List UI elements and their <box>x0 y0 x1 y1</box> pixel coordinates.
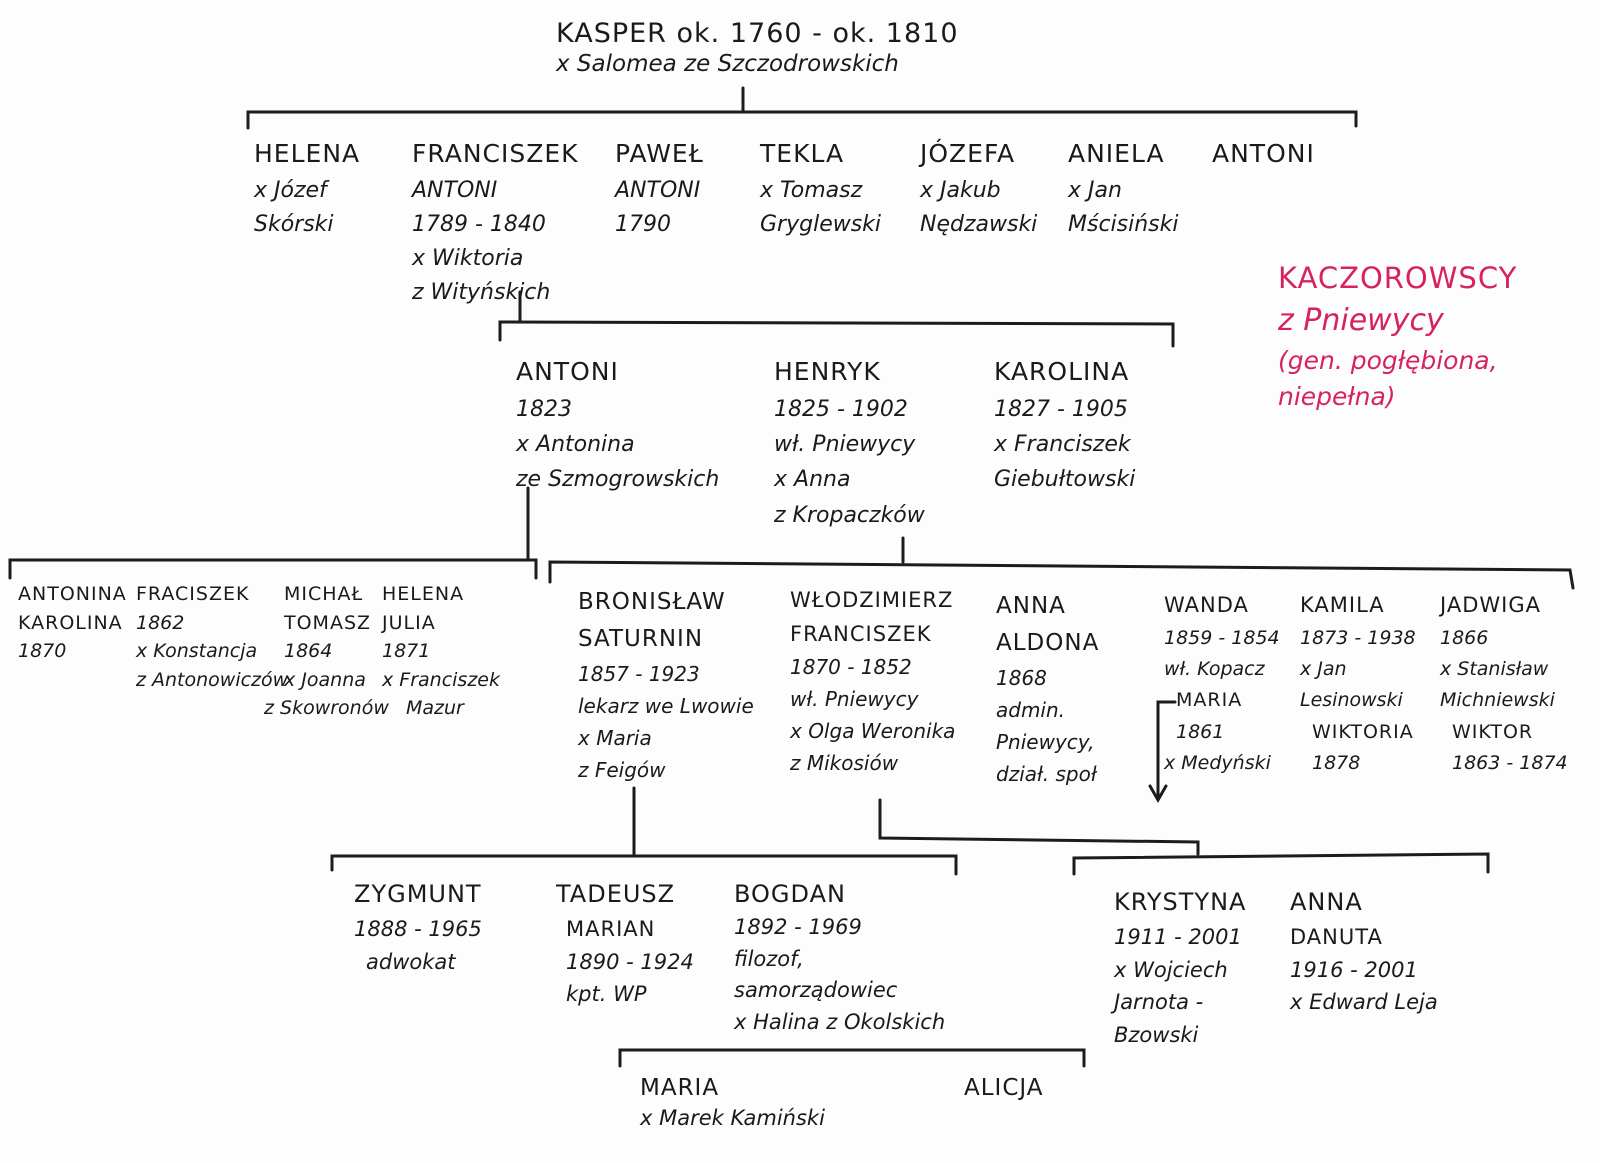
person-detail: 1861 <box>1176 720 1225 743</box>
connector <box>620 1050 1084 1066</box>
person-franciszek <box>412 135 579 310</box>
person-detail: lekarz we Lwowie <box>578 693 754 718</box>
person-aniela <box>1068 135 1178 242</box>
person-name: HELENA <box>382 583 465 605</box>
person-name: WIKTORIA <box>1312 720 1414 743</box>
connector <box>10 560 536 578</box>
person-detail: 1911 - 2001 <box>1114 925 1242 950</box>
person-detail: dział. społ <box>996 761 1097 786</box>
person-detail: x Tomasz <box>760 177 863 203</box>
person-detail: Jarnota - <box>1114 990 1204 1015</box>
person-zygmunt <box>354 876 482 978</box>
person-name: ANTONI <box>1212 139 1315 168</box>
person-name: JÓZEFA <box>920 139 1016 168</box>
person-detail: Nędzawski <box>920 211 1038 237</box>
person-jozefa <box>920 135 1037 242</box>
person-name: BRONISŁAW <box>578 589 726 615</box>
person-detail: x Maria <box>578 725 652 750</box>
person-detail: SATURNIN <box>578 625 704 652</box>
person-detail: Skórski <box>254 211 334 237</box>
person-jadwiga <box>1440 588 1568 779</box>
person-detail: KAROLINA <box>18 611 123 634</box>
person-detail: adwokat <box>366 949 456 974</box>
person-detail: 1888 - 1965 <box>354 917 482 942</box>
person-detail: z Mikosiów <box>790 751 899 776</box>
person-detail: x Olga Weronika <box>790 719 956 744</box>
note-title: KACZOROWSCY <box>1278 261 1518 295</box>
person-helena-julia <box>382 580 500 723</box>
person-name: WIKTOR <box>1452 720 1534 743</box>
person-detail: Lesinowski <box>1300 689 1403 712</box>
person-detail: 1868 <box>996 665 1047 690</box>
person-detail: ANTONI <box>615 177 701 203</box>
person-name: WŁODZIMIERZ <box>790 588 954 612</box>
person-detail: 1857 - 1923 <box>578 661 700 686</box>
person-detail: JULIA <box>382 611 436 634</box>
person-detail: 1892 - 1969 <box>734 915 862 939</box>
connector <box>248 112 1356 128</box>
person-pawel <box>615 135 704 242</box>
person-detail: x Anna <box>774 467 851 493</box>
person-name: JADWIGA <box>1440 593 1541 617</box>
person-detail: x Joanna <box>284 668 366 691</box>
person-anna-aldona <box>996 588 1099 790</box>
note-comment-1: (gen. pogłębiona, <box>1278 345 1498 375</box>
person-wlodzimierz <box>790 584 955 779</box>
person-detail: kpt. WP <box>566 982 647 1007</box>
person-detail: z Feigów <box>578 757 666 782</box>
person-name: WANDA <box>1164 593 1249 617</box>
person-antonina <box>18 580 127 666</box>
person-anna-danuta <box>1290 884 1438 1019</box>
person-detail: z Skowronów <box>264 697 389 719</box>
person-detail: wł. Pniewycy <box>774 432 916 458</box>
person-henryk <box>774 352 925 533</box>
person-detail: z Wityńskich <box>412 280 551 306</box>
person-name: ANNA <box>996 593 1066 619</box>
person-detail: ze Szmogrowskich <box>516 467 720 493</box>
person-detail: DANUTA <box>1290 925 1383 950</box>
connector <box>1074 854 1488 874</box>
person-name: ANTONINA <box>18 583 127 605</box>
person-name: MICHAŁ <box>284 583 364 605</box>
person-name: ALICJA <box>964 1075 1044 1101</box>
note-comment-2: niepełna) <box>1278 381 1396 411</box>
person-detail: 1870 <box>18 640 67 662</box>
person-detail: x Wiktoria <box>412 245 524 271</box>
person-detail: 1825 - 1902 <box>774 397 908 422</box>
person-detail: Michniewski <box>1440 689 1555 712</box>
person-name: KAMILA <box>1300 593 1385 617</box>
connector <box>332 856 956 874</box>
person-detail: Pniewycy, <box>996 729 1095 754</box>
person-wanda <box>1164 588 1280 779</box>
root-name: KASPER ok. 1760 - ok. 1810 <box>556 18 959 49</box>
person-detail: ANTONI <box>412 177 498 203</box>
person-name: TADEUSZ <box>556 880 676 908</box>
person-name: FRACISZEK <box>136 583 250 605</box>
person-name: ANNA <box>1290 888 1363 916</box>
person-detail: wł. Kopacz <box>1164 657 1265 680</box>
person-detail: x Halina z Okolskich <box>734 1009 946 1034</box>
person-detail: Gryglewski <box>760 211 882 237</box>
person-name: MARIA <box>1176 689 1243 712</box>
person-detail: z Kropaczków <box>774 502 925 528</box>
person-detail: x Edward Leja <box>1290 990 1438 1015</box>
person-detail: 1863 - 1874 <box>1452 752 1568 775</box>
person-detail: wł. Pniewycy <box>790 687 919 712</box>
person-detail: MARIAN <box>566 917 656 942</box>
person-detail: x Stanisław <box>1440 657 1549 680</box>
person-krystyna <box>1114 884 1246 1051</box>
person-detail: x Konstancja <box>136 640 258 662</box>
person-name: KAROLINA <box>994 357 1130 386</box>
person-detail: x Medyński <box>1164 752 1271 775</box>
person-detail: x Antonina <box>516 432 635 458</box>
person-detail: 1866 <box>1440 626 1489 649</box>
root-person <box>556 20 959 76</box>
person-detail: 1823 <box>516 397 572 422</box>
connector <box>500 322 1173 346</box>
family-note <box>1278 257 1517 415</box>
person-detail: 1890 - 1924 <box>566 949 694 974</box>
person-michal <box>264 580 389 723</box>
person-detail: 1827 - 1905 <box>994 397 1128 422</box>
person-detail: 1878 <box>1312 752 1361 775</box>
person-detail: Mścisiński <box>1068 211 1179 237</box>
person-detail: 1790 <box>615 211 671 237</box>
person-maria <box>640 1072 825 1134</box>
person-detail: x Jan <box>1300 657 1347 680</box>
person-kamila <box>1300 588 1416 779</box>
person-alicja <box>964 1072 1044 1104</box>
person-detail: filozof, <box>734 946 804 971</box>
person-detail: 1859 - 1854 <box>1164 626 1280 649</box>
person-detail: 1862 <box>136 611 185 634</box>
person-tadeusz <box>556 876 694 1011</box>
note-origin: z Pniewycy <box>1278 303 1444 339</box>
person-detail: Giebułtowski <box>994 467 1136 493</box>
person-detail: samorządowiec <box>734 978 898 1002</box>
person-name: ANTONI <box>516 357 619 386</box>
person-name: PAWEŁ <box>615 139 704 168</box>
person-detail: ALDONA <box>996 629 1100 656</box>
person-detail: 1916 - 2001 <box>1290 957 1418 982</box>
person-detail: x Jakub <box>920 177 1001 203</box>
person-detail: 1873 - 1938 <box>1300 626 1416 649</box>
person-detail: 1789 - 1840 <box>412 211 546 237</box>
person-detail: admin. <box>996 697 1066 722</box>
person-detail: x Franciszek <box>382 668 500 691</box>
person-name: ANIELA <box>1068 139 1165 168</box>
person-detail: Mazur <box>406 697 464 719</box>
person-name: MARIA <box>640 1075 720 1101</box>
person-bogdan <box>734 876 945 1038</box>
person-detail: x Marek Kamiński <box>640 1106 825 1131</box>
person-detail: x Franciszek <box>994 432 1131 458</box>
person-name: BOGDAN <box>734 880 846 908</box>
person-name: HENRYK <box>774 357 881 386</box>
person-detail: x Józef <box>254 177 327 203</box>
person-antoni-g2 <box>516 352 719 498</box>
person-detail: 1864 <box>284 640 333 662</box>
person-name: HELENA <box>254 139 361 168</box>
connector <box>880 800 1198 854</box>
person-detail: z Antonowiczów <box>136 668 289 691</box>
person-name: TEKLA <box>760 139 845 168</box>
person-detail: x Wojciech <box>1114 957 1228 982</box>
person-bronislaw <box>578 584 754 786</box>
person-helena <box>254 135 360 242</box>
root-spouse: x Salomea ze Szczodrowskich <box>556 51 899 77</box>
person-name: ZYGMUNT <box>354 880 482 908</box>
person-detail: FRANCISZEK <box>790 621 932 646</box>
person-detail: 1871 <box>382 640 431 662</box>
person-name: FRANCISZEK <box>412 139 579 168</box>
person-name: KRYSTYNA <box>1114 888 1247 916</box>
person-tekla <box>760 135 881 242</box>
person-detail: TOMASZ <box>284 611 372 634</box>
person-antoni-g1 <box>1212 135 1315 174</box>
person-karolina <box>994 352 1135 498</box>
person-detail: 1870 - 1852 <box>790 655 912 680</box>
person-detail: Bzowski <box>1114 1022 1199 1047</box>
person-detail: x Jan <box>1068 177 1122 203</box>
